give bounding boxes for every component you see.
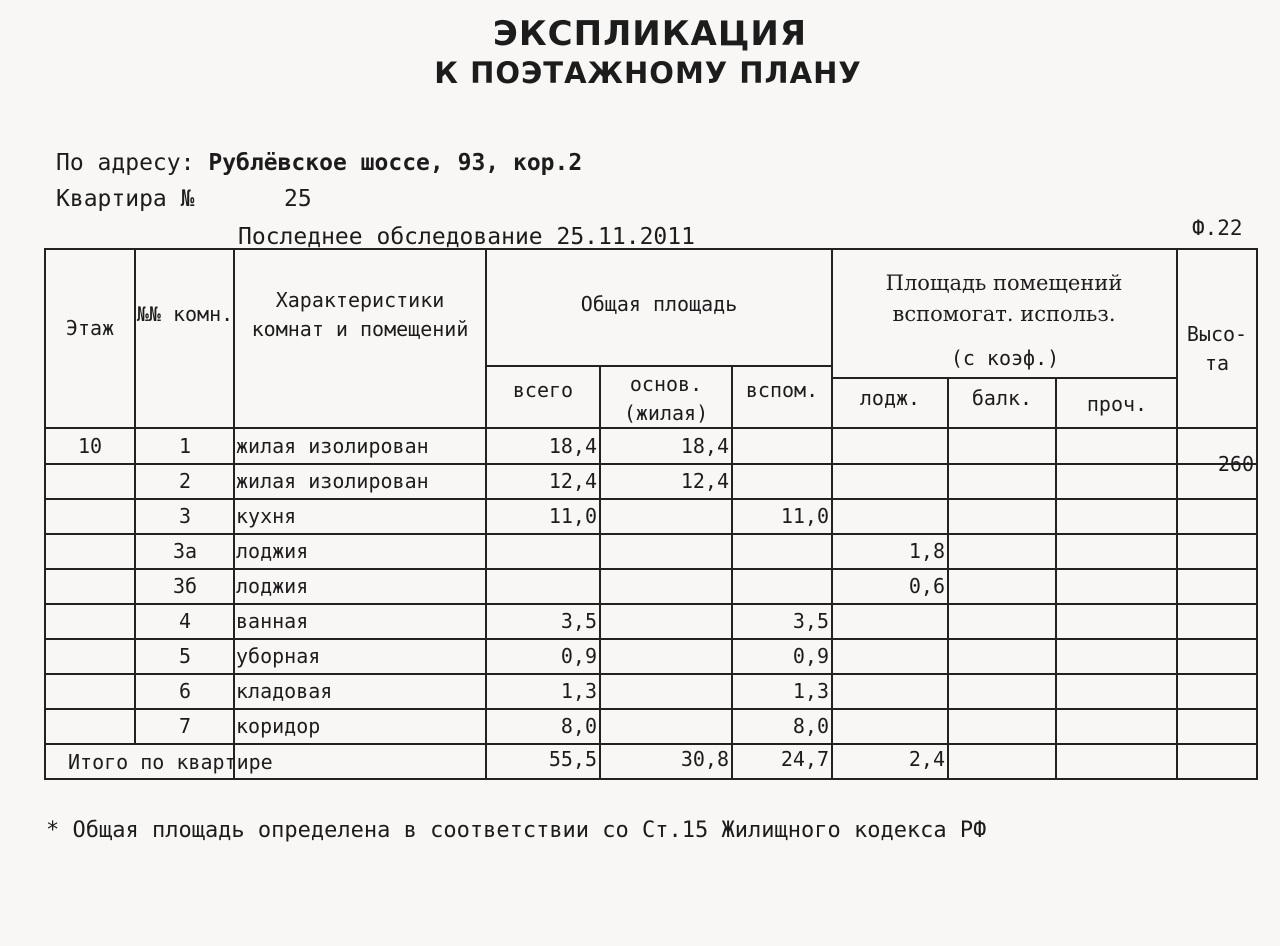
cell-room: 5 <box>178 644 192 668</box>
cell-aux: 8,0 <box>792 714 829 738</box>
cell-room: 1 <box>178 434 192 458</box>
cell-total: 12,4 <box>548 469 597 493</box>
cell-room: 3а <box>172 539 198 563</box>
header-aux: вспом. <box>745 378 819 402</box>
apartment-label: Квартира № <box>56 186 195 212</box>
cell-aux: 3,5 <box>792 609 829 633</box>
header-height: Высо-та <box>1186 322 1248 375</box>
cell-room: 3 <box>178 504 192 528</box>
cell-aux: 0,9 <box>792 644 829 668</box>
cell-name: жилая изолирован <box>236 434 429 458</box>
address-line <box>56 150 582 176</box>
cell-total: 18,4 <box>548 434 597 458</box>
cell-loggia: 1,8 <box>908 539 945 563</box>
form-code: Ф.22 <box>1192 216 1243 240</box>
header-other: проч. <box>1086 392 1148 416</box>
header-total-area: Общая площадь <box>580 292 738 316</box>
cell-total: 8,0 <box>560 714 597 738</box>
header-floor: Этаж <box>65 316 115 340</box>
address-label: По адресу: <box>56 150 195 176</box>
header-characteristics: Характеристики комнат и помещений <box>251 288 469 341</box>
cell-room: 7 <box>178 714 192 738</box>
cell-name: лоджия <box>236 539 309 563</box>
cell-name: коридор <box>236 714 321 738</box>
header-loggia: лодж. <box>859 386 921 410</box>
cell-height: 260 <box>1217 452 1254 476</box>
cell-total: 0,9 <box>560 644 597 668</box>
address-value: Рублёвское шоссе, 93, кор.2 <box>208 150 583 176</box>
totals-label: Итого по квартире <box>68 750 273 774</box>
explication-table <box>44 248 1258 780</box>
cell-name: лоджия <box>236 574 309 598</box>
cell-room: 4 <box>178 609 192 633</box>
header-total: всего <box>512 378 574 402</box>
cell-main: 12,4 <box>680 469 729 493</box>
cell-aux: 1,3 <box>792 679 829 703</box>
cell-total: 3,5 <box>560 609 597 633</box>
footnote: * Общая площадь определена в соответствии со Ст.15 Жилищного кодекса РФ <box>46 818 987 843</box>
cell-main: 18,4 <box>680 434 729 458</box>
totals-main: 30,8 <box>680 747 729 771</box>
cell-room: 3б <box>172 574 198 598</box>
cell-name: жилая изолирован <box>236 469 429 493</box>
header-room-no: №№ комн. <box>136 302 234 326</box>
cell-room: 6 <box>178 679 192 703</box>
header-coefficient: (с коэф.) <box>950 346 1060 370</box>
totals-total: 55,5 <box>548 747 597 771</box>
totals-loggia: 2,4 <box>908 747 945 771</box>
totals-aux: 24,7 <box>780 747 829 771</box>
cell-loggia: 0,6 <box>908 574 945 598</box>
cell-total: 11,0 <box>548 504 597 528</box>
cell-name: кухня <box>236 504 297 528</box>
apartment-number: 25 <box>284 186 312 212</box>
cell-name: ванная <box>236 609 309 633</box>
cell-aux: 11,0 <box>780 504 829 528</box>
document-title: ЭКСПЛИКАЦИЯ <box>492 14 808 54</box>
document-subtitle: К ПОЭТАЖНОМУ ПЛАНУ <box>434 56 862 90</box>
header-main-living: основ. (жилая) <box>623 372 709 425</box>
cell-name: кладовая <box>236 679 333 703</box>
header-balcony: балк. <box>971 386 1033 410</box>
cell-room: 2 <box>178 469 192 493</box>
cell-name: уборная <box>236 644 321 668</box>
header-aux-area: Площадь помещений вспомогат. использ. <box>885 271 1123 326</box>
cell-floor: 10 <box>77 434 103 458</box>
survey-date: Последнее обследование 25.11.2011 <box>238 224 695 250</box>
cell-total: 1,3 <box>560 679 597 703</box>
